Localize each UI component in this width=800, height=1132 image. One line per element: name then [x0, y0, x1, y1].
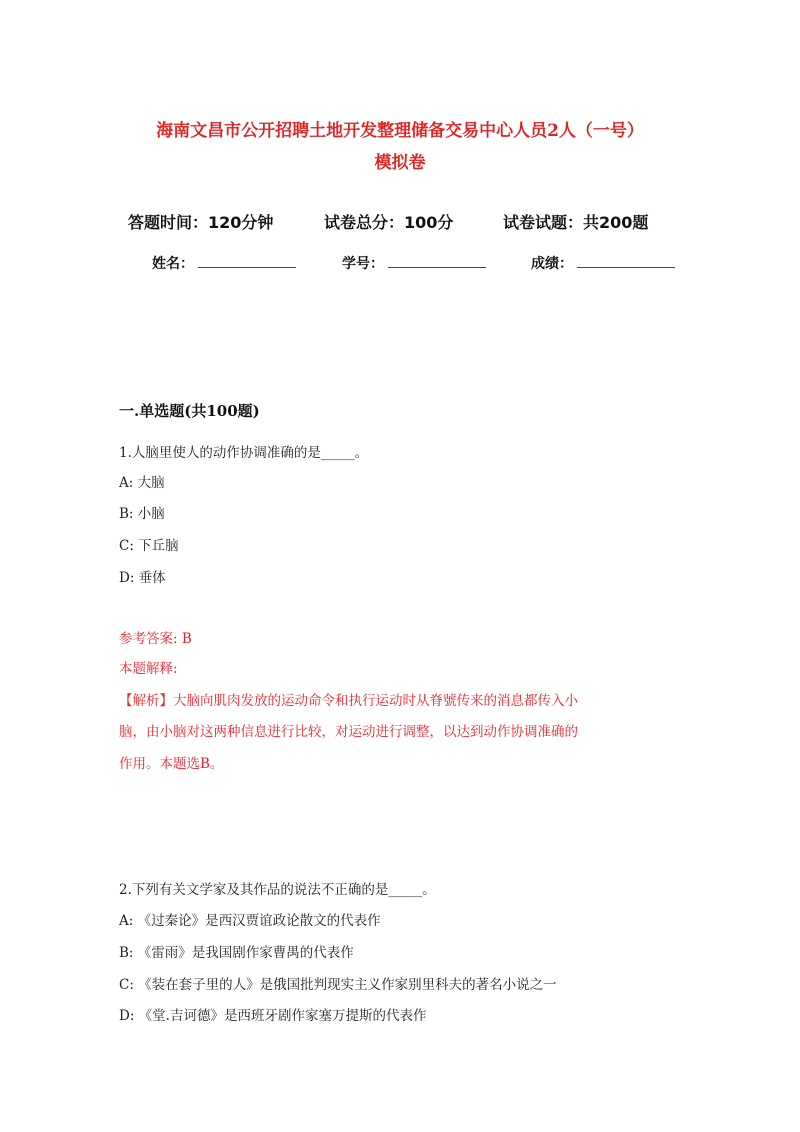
name-label: 姓名： [152, 256, 194, 272]
option-a: A: 大脑 [119, 475, 165, 491]
option-d: D: 垂体 [119, 570, 166, 586]
score-blank[interactable] [577, 255, 675, 268]
score-label: 成绩： [531, 256, 573, 272]
score-field[interactable] [531, 253, 675, 273]
option-c: C: 《装在套子里的人》是俄国批判现实主义作家别里科夫的著名小说之一 [119, 977, 557, 993]
option-b: B: 《雷雨》是我国剧作家曹禺的代表作 [119, 945, 354, 961]
student-id-label: 学号： [342, 256, 384, 272]
explanation-label: 本题解释: [119, 661, 178, 677]
name-blank[interactable] [198, 255, 296, 268]
exam-total-questions: 试卷试题：共200题 [503, 213, 649, 232]
question-stem: 1.人脑里使人的动作协调准确的是_____。 [119, 445, 369, 461]
explanation-line: 脑，由小脑对这两种信息进行比较，对运动进行调整，以达到动作协调准确的 [119, 724, 578, 740]
student-id-field[interactable] [342, 253, 486, 273]
exam-time: 答题时间：120分钟 [128, 213, 274, 232]
option-b: B: 小脑 [119, 506, 165, 522]
reference-answer: 参考答案: B [119, 631, 192, 647]
student-id-blank[interactable] [388, 255, 486, 268]
option-c: C: 下丘脑 [119, 538, 179, 554]
explanation-line: 作用。本题选B。 [119, 756, 224, 772]
explanation-line: 【解析】大脑向肌肉发放的运动命令和执行运动时从脊號传来的消息都传入小 [119, 693, 578, 709]
name-field[interactable] [152, 253, 296, 273]
option-a: A: 《过秦论》是西汉贾谊政论散文的代表作 [119, 913, 381, 929]
option-d: D: 《堂.吉诃德》是西班牙剧作家塞万提斯的代表作 [119, 1008, 427, 1024]
title-line-1: 海南文昌市公开招聘土地开发整理储备交易中心人员2人（一号） [156, 121, 644, 141]
title-line-2: 模拟卷 [374, 153, 426, 173]
section-title: 一.单选题(共100题) [119, 402, 260, 420]
exam-total-score: 试卷总分：100分 [324, 213, 454, 232]
question-stem: 2.下列有关文学家及其作品的说法不正确的是_____。 [119, 882, 436, 898]
